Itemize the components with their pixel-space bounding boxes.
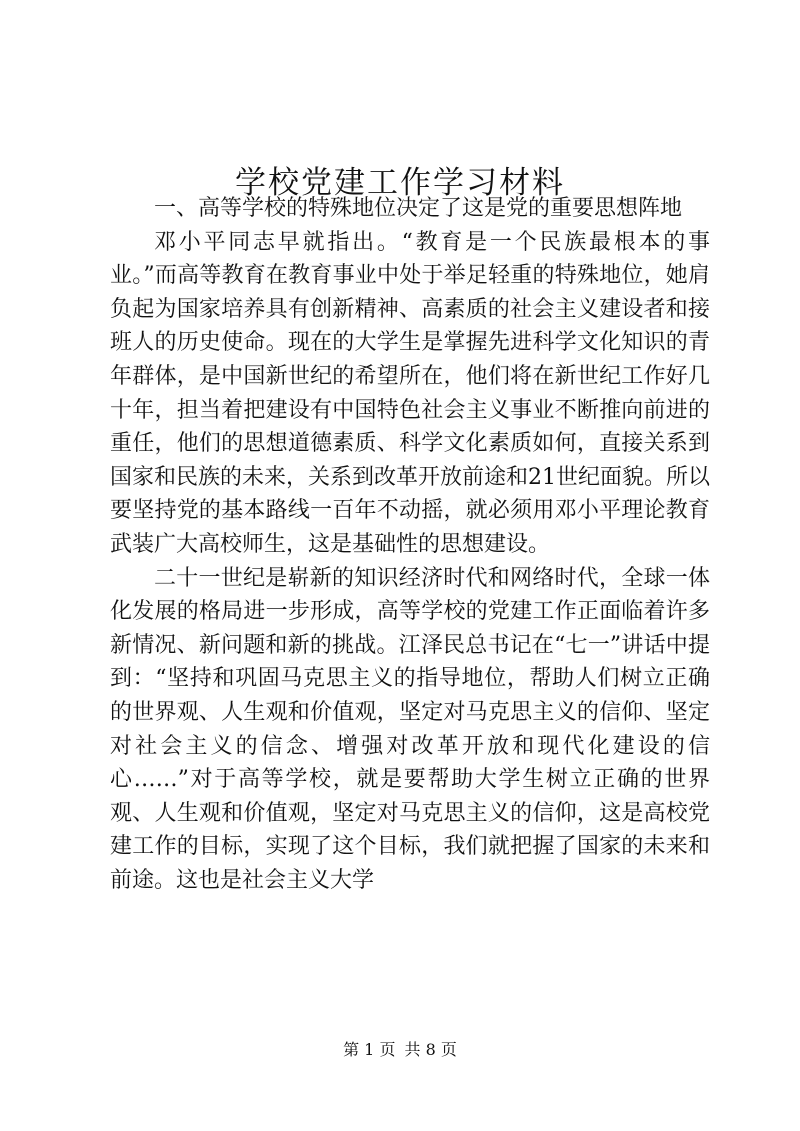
body-paragraph: 邓小平同志早就指出。“教育是一个民族最根本的事业。”而高等教育在教育事业中处于举足轻重的特殊地位，她肩负起为国家培养具有创新精神、高素质的社会主义建设者和接班人的历史使命。现在的大学生是掌握先进科学文化知识的青年群体，是中国新世纪的希望所在，他们将在新世纪工作好几十年，担当着把建设有中国特色社会主义事业不断推向前进的重任，他们的思想道德素质、科学文化素质如何，直接关系到国家和民族的未来，关系到改革开放前途和21世纪面貌。所以要坚持党的基本路线一百年不动摇，就必须用邓小平理论教育武装广大高校师生，这是基础性的思想建设。: [110, 229, 710, 557]
body-paragraph: 二十一世纪是崭新的知识经济时代和网络时代，全球一体化发展的格局进一步形成，高等学校的党建工作正面临着许多新情况、新问题和新的挑战。江泽民总书记在“七一”讲话中提到：“坚持和巩固马克思主义的指导地位，帮助人们树立正确的世界观、人生观和价值观，坚定对马克思主义的信仰、坚定对社会主义的信念、增强对改革开放和现代化建设的信心……”对于高等学校，就是要帮助大学生树立正确的世界观、人生观和价值观，坚定对马克思主义的信仰，这是高校党建工作的目标，实现了这个目标，我们就把握了国家的未来和前途。这也是社会主义大学: [110, 565, 710, 893]
page-footer: [0, 1040, 800, 1060]
document-body: [110, 192, 710, 897]
section-heading: 一、高等学校的特殊地位决定了这是党的重要思想阵地: [154, 196, 683, 221]
page-total: 共 8 页: [404, 1040, 457, 1059]
document-title: 学校党建工作学习材料: [235, 164, 565, 201]
page-number: 第 1 页: [343, 1040, 396, 1059]
